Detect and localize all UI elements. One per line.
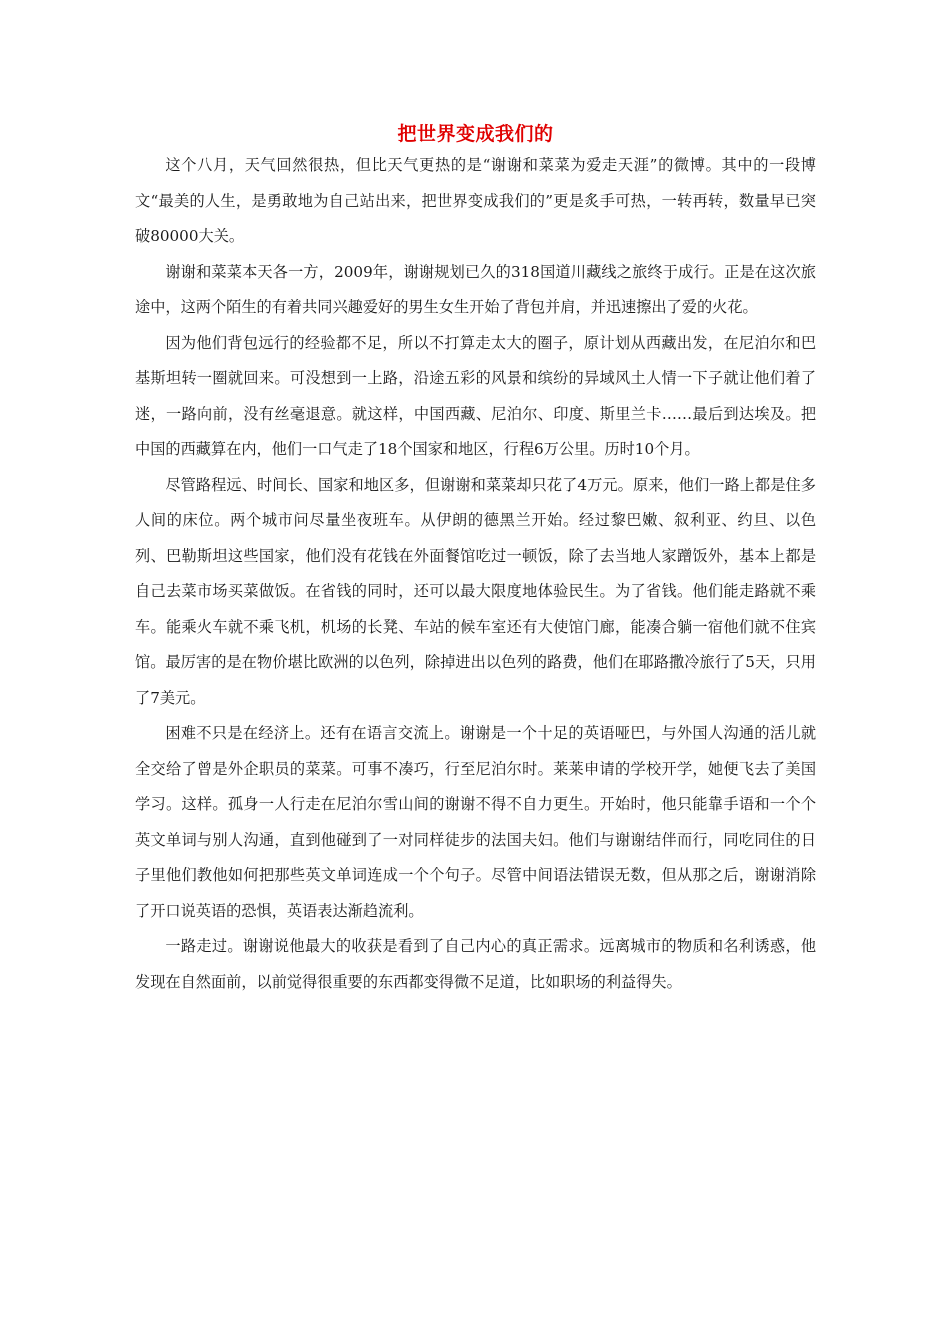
document-page: [135, 120, 816, 1000]
paragraph-3: 因为他们背包远行的经验都不足，所以不打算走太大的圈子，原计划从西藏出发，在尼泊尔和巴基斯坦转一圈就回来。可没想到一上路，沿途五彩的风景和缤纷的异域风土人情一下子就让他们着了迷，一路向前，没有丝毫退意。就这样，中国西藏、尼泊尔、印度、斯里兰卡……最后到达埃及。把中国的西藏算在内，他们一口气走了18个国家和地区，行程6万公里。历时10个月。: [135, 333, 816, 458]
paragraph-2: 谢谢和菜菜本天各一方，2009年，谢谢规划已久的318国道川藏线之旅终于成行。正是在这次旅途中，这两个陌生的有着共同兴趣爱好的男生女生开始了背包并肩，并迅速擦出了爱的火花。: [135, 262, 816, 316]
paragraph-6: 一路走过。谢谢说他最大的收获是看到了自己内心的真正需求。远离城市的物质和名利诱惑，他发现在自然面前，以前觉得很重要的东西都变得微不足道，比如职场的利益得失。: [135, 937, 816, 991]
document-title: 把世界变成我们的: [397, 123, 554, 145]
paragraph-1: 这个八月，天气回然很热，但比天气更热的是“谢谢和菜菜为爱走天涯”的微博。其中的一段博文“最美的人生，是勇敢地为自己站出来，把世界变成我们的”更是炙手可热，一转再转，数量早已突破80000大关。: [135, 156, 816, 245]
paragraph-5: 困难不只是在经济上。还有在语言交流上。谢谢是一个十足的英语哑巴，与外国人沟通的活儿就全交给了曾是外企职员的菜菜。可事不凑巧，行至尼泊尔时。莱莱申请的学校开学，她便飞去了美国学习。这样。孤身一人行走在尼泊尔雪山间的谢谢不得不自力更生。开始时，他只能靠手语和一个个英文单词与别人沟通，直到他碰到了一对同样徒步的法国夫妇。他们与谢谢结伴而行，同吃同住的日子里他们教他如何把那些英文单词连成一个个句子。尽管中间语法错误无数，但从那之后，谢谢消除了开口说英语的恐惧，英语表达渐趋流利。: [135, 724, 816, 920]
paragraph-4: 尽管路程远、时间长、国家和地区多，但谢谢和菜菜却只花了4万元。原来，他们一路上都是住多人间的床位。两个城市问尽量坐夜班车。从伊朗的德黑兰开始。经过黎巴嫩、叙利亚、约旦、以色列、巴勒斯坦这些国家，他们没有花钱在外面餐馆吃过一顿饭，除了去当地人家蹭饭外，基本上都是自己去菜市场买菜做饭。在省钱的同时，还可以最大限度地体验民生。为了省钱。他们能走路就不乘车。能乘火车就不乘飞机，机场的长凳、车站的候车室还有大使馆门廊，能凑合躺一宿他们就不住宾馆。最厉害的是在物价堪比欧洲的以色列，除掉进出以色列的路费，他们在耶路撒冷旅行了5天，只用了7美元。: [135, 475, 816, 707]
